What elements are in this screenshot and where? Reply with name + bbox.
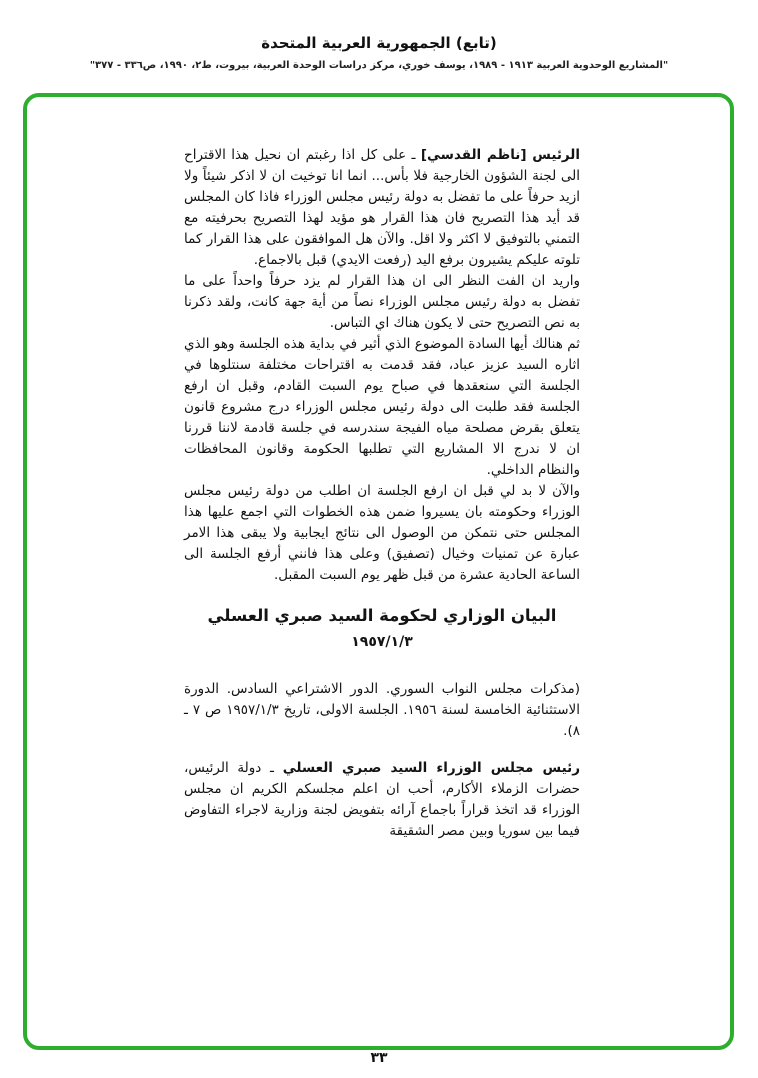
header-citation: "المشاريع الوحدوية العربية ١٩١٣ - ١٩٨٩، يوسف خوري، مركز دراسات الوحدة العربية، بيروت، ط٢، ١٩٩٠، ص٣٣٦ - ٣٧٧" bbox=[89, 60, 669, 71]
text-column bbox=[184, 145, 580, 842]
header-title: (تابع) الجمهورية العربية المتحدة bbox=[261, 34, 497, 52]
page-header bbox=[0, 34, 758, 71]
body-paragraph bbox=[184, 145, 580, 271]
body-paragraph bbox=[184, 271, 580, 334]
section-title: البيان الوزاري لحكومة السيد صبري العسلي bbox=[207, 606, 557, 625]
speaker-name: رئيس مجلس الوزراء السيد صبري العسلي bbox=[282, 760, 580, 776]
paragraph-text: والآن لا بد لي قبل ان ارفع الجلسة ان اطلب من دولة رئيس مجلس الوزراء وحكومته بان يسيروا ضمن هذه الخطوات التي اجمع عليها هذا المجلس حتى نتمكن من الوصول الى نتائج ايجابية ولا يبقى هذا الامر عبارة عن تمنيات وخيال (تصفيق) وعلى هذا فانني أرفع الجلسة الى الساعة الحادية عشرة من قبل ظهر يوم السبت المقبل. bbox=[184, 483, 580, 583]
body-paragraph bbox=[184, 481, 580, 586]
green-border-frame bbox=[23, 93, 734, 1050]
section-heading bbox=[184, 604, 580, 653]
speaker-name: الرئيس [ناظم القدسي] bbox=[420, 147, 580, 163]
paragraph-text: ـ دولة الرئيس، حضرات الزملاء الأكارم، أحب ان اعلم مجلسكم الكريم ان مجلس الوزراء قد اتخذ قراراً باجماع آرائه بتفويض لجنة وزارية لاجراء التفاوض فيما بين سوريا وبين مصر الشقيقة bbox=[184, 760, 580, 839]
section-date: ١٩٥٧/١/٣ bbox=[351, 634, 413, 650]
paragraph-text: واريد ان الفت النظر الى ان هذا القرار لم يزد حرفاً واحداً على ما تفضل به دولة رئيس مجلس الوزراء نصاً من أية جهة كانت، ولقد ذكرنا به نص التصريح حتى لا يكون هناك اي التباس. bbox=[184, 273, 580, 331]
paragraph-text: ـ على كل اذا رغبتم ان نحيل هذا الاقتراح الى لجنة الشؤون الخارجية فلا بأس... انما انا توخيت ان لا اذكر شيئاً ولا ازيد حرفاً على ما تفضل به دولة رئيس مجلس الوزراء فاذا كان المجلس قد أيد هذا التصريح فان هذا القرار هو مؤيد لهذا التصريح بحرفيته مع التمني بالتوفيق لا اكثر ولا اقل. والآن هل الموافقون على هذا القرار كما تلوته عليكم يشيرون برفع اليد (رفعت الايدي) قبل بالاجماع. bbox=[184, 147, 580, 268]
paragraph-text: ثم هنالك أيها السادة الموضوع الذي أثير في بداية هذه الجلسة وهو الذي اثاره السيد عزيز عباد، فقد قدمت به اقتراحات مختلفة سنتلوها في الجلسة التي سنعقدها في صباح يوم السبت القادم، وقبل ان ارفع الجلسة فقد طلبت الى دولة رئيس مجلس الوزراء درج مشروع قانون يتعلق بقرض مصلحة مياه الفيجة سندرسه في جلسة قادمة لاننا قررنا ان لا ندرج الا المشاريع التي تطلبها الحكومة وقانون المحافظات والنظام الداخلي. bbox=[184, 336, 580, 478]
body-paragraph bbox=[184, 334, 580, 481]
page-number: ٣٣ bbox=[370, 1050, 388, 1066]
closing-paragraph bbox=[184, 758, 580, 842]
source-note: (مذكرات مجلس النواب السوري. الدور الاشتراعي السادس. الدورة الاستثنائية الخامسة لسنة ١٩٥٦. الجلسة الاولى، تاريخ ١٩٥٧/١/٣ ص ٧ ـ ٨). bbox=[184, 681, 581, 739]
